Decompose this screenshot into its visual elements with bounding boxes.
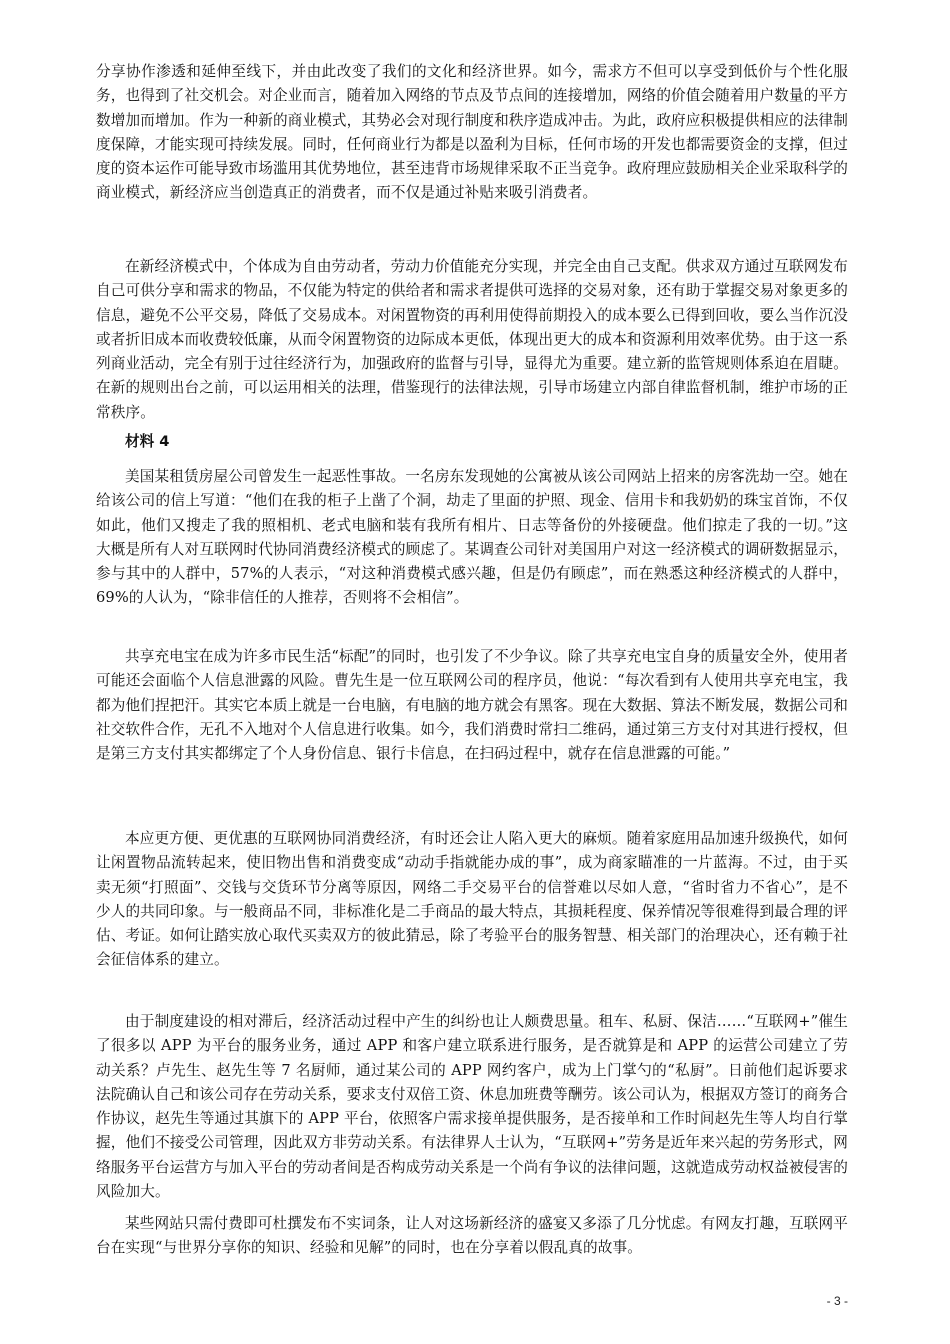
page-number: - 3 -: [826, 1294, 848, 1308]
paragraph-5: 本应更方便、更优惠的互联网协同消费经济，有时还会让人陷入更大的麻烦。随着家庭用品加速升级换代，如何让闲置物品流转起来，使旧物出售和消费变成“动动手指就能办成的事”，成为商家瞄准的一片蓝海。不过，由于买卖无须“打照面”、交钱与交货环节分离等原因，网络二手交易平台的信誉难以尽如人意，“省时省力不省心”，是不少人的共同印象。与一般商品不同，非标准化是二手商品的最大特点，其损耗程度、保养情况等很难得到最合理的评估、考证。如何让踏实放心取代买卖双方的彼此猜忌，除了考验平台的服务智慧、相关部门的治理决心，还有赖于社会征信体系的建立。: [96, 830, 848, 969]
paragraph-7: 某些网站只需付费即可杜撰发布不实词条，让人对这场新经济的盛宴又多添了几分忧虑。有网友打趣，互联网平台在实现“与世界分享你的知识、经验和见解”的同时，也在分享着以假乱真的故事。: [96, 1215, 848, 1257]
section-heading: 材料 4: [125, 433, 170, 450]
paragraph-3: 美国某租赁房屋公司曾发生一起恶性事故。一名房东发现她的公寓被从该公司网站上招来的房客洗劫一空。她在给该公司的信上写道：“他们在我的柜子上凿了个洞，劫走了里面的护照、现金、信用卡和我奶奶的珠宝首饰，不仅如此，他们又搜走了我的照相机、老式电脑和装有我所有相片、日志等备份的外接硬盘。他们掠走了我的一切。”这大概是所有人对互联网时代协同消费经济模式的顾虑了。某调查公司针对美国用户对这一经济模式的调研数据显示，参与其中的人群中，57%的人表示，“对这种消费模式感兴趣，但是仍有顾虑”，而在熟悉这种经济模式的人群中，69%的人认为，“除非信任的人推荐，否则将不会相信”。: [96, 468, 848, 607]
paragraph-4: 共享充电宝在成为许多市民生活“标配”的同时，也引发了不少争议。除了共享充电宝自身的质量安全外，使用者可能还会面临个人信息泄露的风险。曹先生是一位互联网公司的程序员，他说：“每次看到有人使用共享充电宝，我都为他们捏把汗。其实它本质上就是一台电脑，有电脑的地方就会有黑客。现在大数据、算法不断发展，数据公司和社交软件合作，无孔不入地对个人信息进行收集。如今，我们消费时常扫二维码，通过第三方支付对其进行授权，但是第三方支付其实都绑定了个人身份信息、银行卡信息，在扫码过程中，就存在信息泄露的可能。”: [96, 648, 848, 763]
paragraph-2: 在新经济模式中，个体成为自由劳动者，劳动力价值能充分实现，并完全由自己支配。供求双方通过互联网发布自己可供分享和需求的物品，不仅能为特定的供给者和需求者提供可选择的交易对象，还有助于掌握交易对象更多的信息，避免不公平交易，降低了交易成本。对闲置物资的再利用使得前期投入的成本要么已得到回收，要么当作沉没或者折旧成本而收费较低廉，从而令闲置物资的边际成本更低，体现出更大的成本和资源利用效率优势。由于这一系列商业活动，完全有别于过往经济行为，加强政府的监督与引导，显得尤为重要。建立新的监管规则体系迫在眉睫。在新的规则出台之前，可以运用相关的法理，借鉴现行的法律法规，引导市场建立内部自律监督机制，维护市场的正常秩序。: [96, 258, 848, 421]
paragraph-1: 分享协作渗透和延伸至线下，并由此改变了我们的文化和经济世界。如今，需求方不但可以享受到低价与个性化服务，也得到了社交机会。对企业而言，随着加入网络的节点及节点间的连接增加，网络的价值会随着用户数量的平方数增加而增加。作为一种新的商业模式，其势必会对现行制度和秩序造成冲击。为此，政府应积极提供相应的法律制度保障，才能实现可持续发展。同时，任何商业行为都是以盈利为目标，任何市场的开发也都需要资金的支撑，但过度的资本运作可能导致市场滥用其优势地位，甚至违背市场规律采取不正当竞争。政府理应鼓励相关企业采取科学的商业模式，新经济应当创造真正的消费者，而不仅是通过补贴来吸引消费者。: [96, 63, 848, 202]
paragraph-6: 由于制度建设的相对滞后，经济活动过程中产生的纠纷也让人颇费思量。租车、私厨、保洁……“互联网+”催生了很多以 APP 为平台的服务业务，通过 APP 和客户建立联系进行服务，是否就算是和 APP 的运营公司建立了劳动关系？卢先生、赵先生等 7 名厨师，通过某公司的 APP 网约客户，成为上门掌勺的“私厨”。日前他们起诉要求法院确认自己和该公司存在劳动关系，要求支付双倍工资、休息加班费等酬劳。该公司认为，根据双方签订的商务合作协议，赵先生等通过其旗下的 APP 平台，依照客户需求接单提供服务，是否接单和工作时间赵先生等人均自行掌握，他们不接受公司管理，因此双方非劳动关系。有法律界人士认为，“互联网+”劳务是近年来兴起的劳务形式，网络服务平台运营方与加入平台的劳动者间是否构成劳动关系是一个尚有争议的法律问题，这就造成劳动权益被侵害的风险加大。: [96, 1013, 848, 1201]
